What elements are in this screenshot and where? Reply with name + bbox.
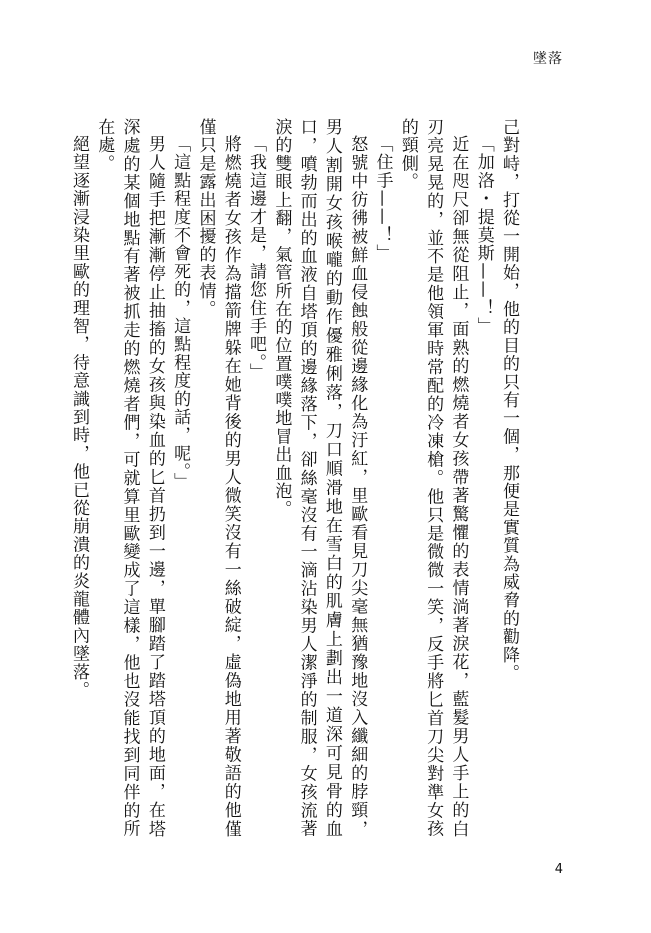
paragraph: 「住手——！」 — [372, 135, 393, 263]
paragraph: 「加洛・提莫斯——！」 — [473, 135, 494, 336]
paragraph: 將燃燒者女孩作為擋箭牌躲在她背後的男人微笑沒有一絲破綻，虛偽地用著敬語的他僅僅只是露出困擾的表情。 — [195, 118, 241, 838]
paragraph: 己對峙，打從一開始，他的目的只有一個，那便是實質為威脅的勸降。 — [499, 118, 519, 683]
paragraph: 「這點程度不會死的，這點程度的話，呢。」 — [170, 135, 191, 491]
paragraph: 近在咫尺卻無從阻止，面熟的燃燒者女孩帶著驚懼的表情淌著淚花，藍髮男人手上的白刃亮晃晃的，並不是他領軍時常配的冷凍槍。他只是微微一笑，反手將匕首刀尖對準女孩的頸側。 — [397, 118, 469, 838]
chapter-title: 墜落 — [533, 51, 563, 67]
paragraph: 怒號中彷彿被鮮血侵蝕般從邊緣化為汙紅，里歐看見刀尖毫無猶豫地沒入纖細的脖頸，男人割開女孩喉嚨的動作優雅俐落，刀口順滑地在雪白的肌膚上劃出一道深可見骨的血口，噴勃而出的血液自塔頂的邊緣落下，卻絲毫沒有一滴沾染男人潔淨的制服，女孩流著淚的雙眼上翻，氣管所在的位置噗噗地冒出血泡。 — [271, 118, 368, 838]
body-text — [68, 118, 521, 838]
paragraph: 男人隨手把漸漸停止抽搐的女孩與染血的匕首扔到一邊，單腳踏了踏塔頂的地面，在塔深處的某個地點有著被抓走的燃燒者們，可就算里歐變成了這樣，他也沒能找到同伴的所在處。 — [94, 118, 165, 838]
paragraph: 「我這邊才是，請您住手吧。」 — [246, 135, 267, 382]
paragraph: 絕望逐漸浸染里歐的理智，待意識到時，他已從崩潰的炎龍體內墜落。 — [68, 135, 89, 700]
page-number: 4 — [554, 862, 563, 877]
